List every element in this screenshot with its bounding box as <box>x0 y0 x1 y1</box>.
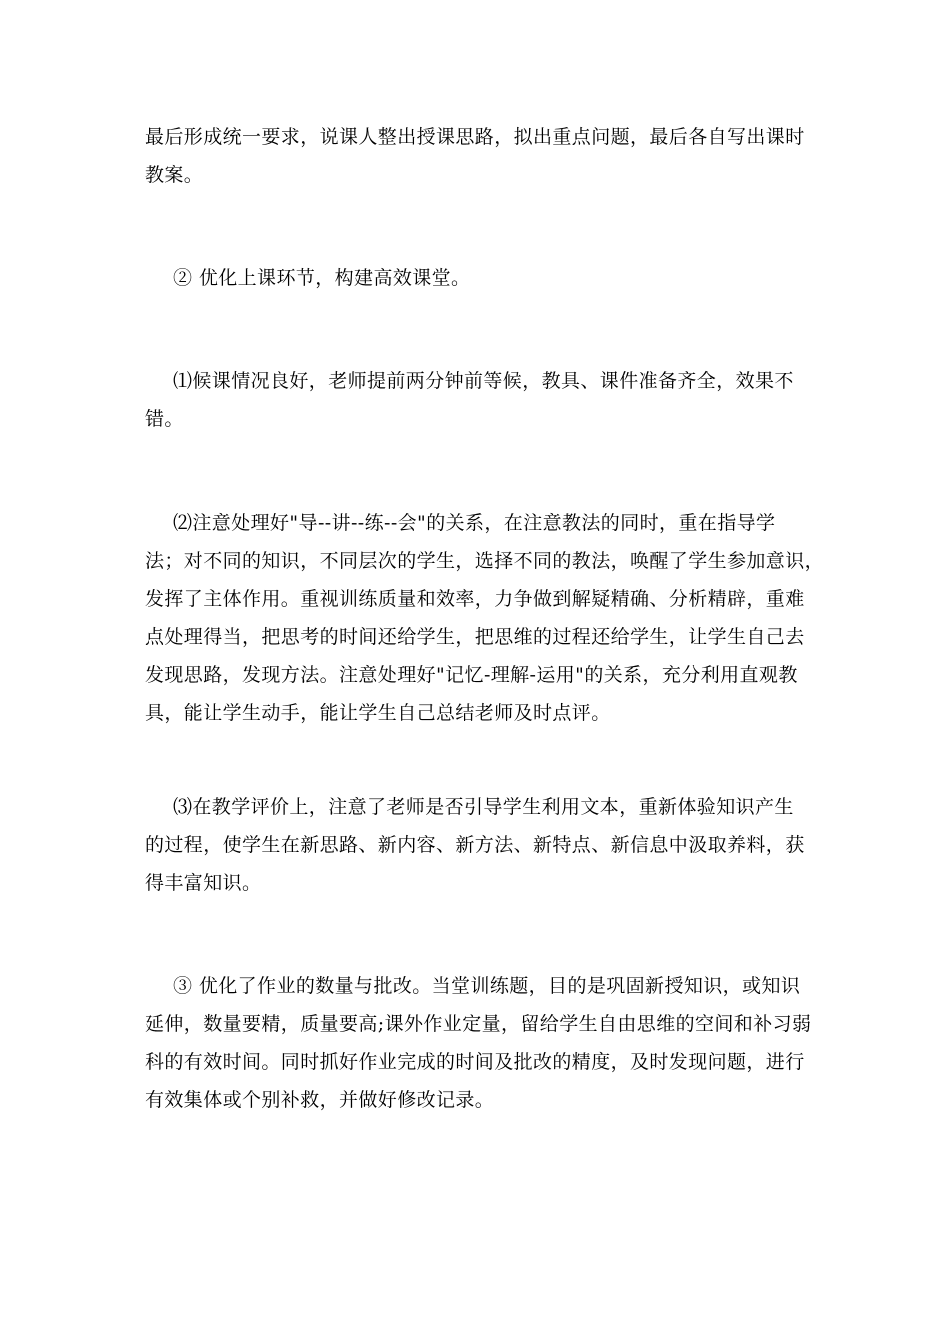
paragraph-line: 得丰富知识。 <box>145 872 262 894</box>
paragraph-line: 的过程，使学生在新思路、新内容、新方法、新特点、新信息中汲取养料，获 <box>145 834 805 856</box>
paragraph-line: ⑴候课情况良好，老师提前两分钟前等候，教具、课件准备齐全，效果不 <box>173 370 794 392</box>
paragraph-line: 延伸，数量要精，质量要高;课外作业定量，留给学生自由思维的空间和补习弱 <box>145 1013 812 1035</box>
paragraph-line: 有效集体或个别补救，并做好修改记录。 <box>145 1089 495 1111</box>
section-heading-3 <box>145 967 810 1119</box>
paragraph-line: ⑶在教学评价上，注意了老师是否引导学生利用文本，重新体验知识产生 <box>173 796 794 818</box>
paragraph-line: 错。 <box>145 408 184 430</box>
paragraph-item-1 <box>145 362 810 438</box>
paragraph-line: 具，能让学生动手，能让学生自己总结老师及时点评。 <box>145 702 611 724</box>
paragraph-line: 点处理得当，把思考的时间还给学生，把思维的过程还给学生，让学生自己去 <box>145 626 805 648</box>
paragraph-line: ⑵注意处理好"导--讲--练--会"的关系，在注意教法的同时，重在指导学 <box>173 512 776 534</box>
paragraph-line: ③ 优化了作业的数量与批改。当堂训练题，目的是巩固新授知识，或知识 <box>173 975 801 997</box>
paragraph-line: 最后形成统一要求，说课人整出授课思路，拟出重点问题，最后各自写出课时 <box>145 126 805 148</box>
paragraph-item-2 <box>145 504 825 732</box>
paragraph-line: 科的有效时间。同时抓好作业完成的时间及批改的精度，及时发现问题，进行 <box>145 1051 805 1073</box>
paragraph-line: 教案。 <box>145 164 204 186</box>
paragraph-line: ② 优化上课环节，构建高效课堂。 <box>173 267 471 289</box>
paragraph-line: 法；对不同的知识，不同层次的学生，选择不同的教法，唤醒了学生参加意识， <box>145 550 825 572</box>
paragraph-line: 发挥了主体作用。重视训练质量和效率，力争做到解疑精确、分析精辟，重难 <box>145 588 805 610</box>
paragraph-line: 发现思路，发现方法。注意处理好"记忆-理解-运用"的关系，充分利用直观教 <box>145 664 798 686</box>
paragraph-item-3 <box>145 788 810 902</box>
paragraph-continuation <box>145 118 810 194</box>
section-heading-2 <box>145 259 810 297</box>
